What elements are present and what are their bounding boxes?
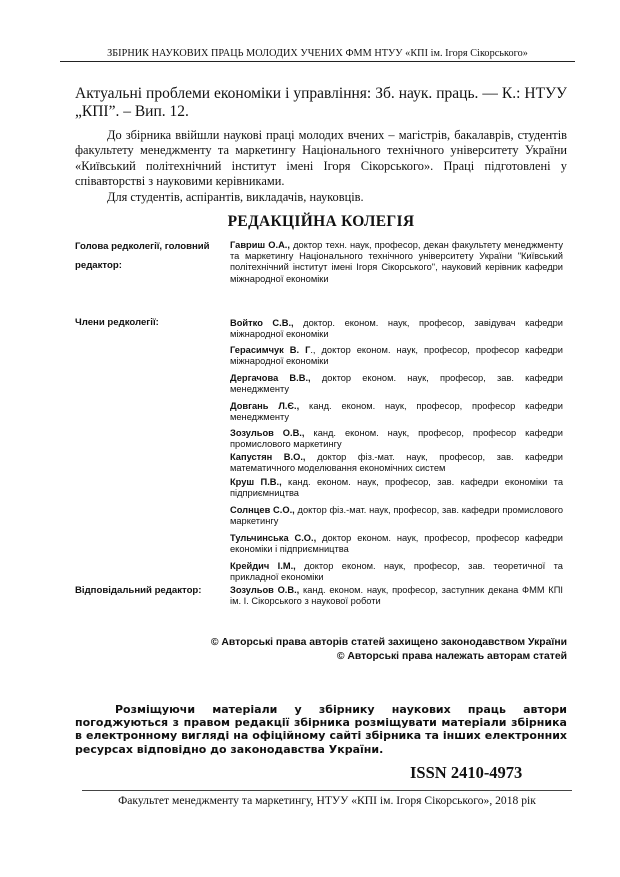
person-name: Войтко С.В., xyxy=(230,318,294,328)
person-name: Гавриш О.А., xyxy=(230,240,290,250)
person-name: Тульчинська С.О., xyxy=(230,533,317,543)
member-entry xyxy=(230,561,563,583)
person-details: доктор фіз.-мат. наук, професор, зав. кафедри промислового маркетингу xyxy=(230,505,563,527)
person-name: Капустян В.О., xyxy=(230,452,306,462)
person-details: доктор економ. наук, професор, зав. кафедри менеджменту xyxy=(230,373,563,395)
member-entry xyxy=(230,533,563,555)
member-entry xyxy=(230,452,563,474)
person-name: Крейдич І.М., xyxy=(230,561,296,571)
chief-editor-label xyxy=(75,237,225,275)
member-entry xyxy=(230,428,563,450)
running-header: ЗБІРНИК НАУКОВИХ ПРАЦЬ МОЛОДИХ УЧЕНИХ ФММ НТУУ «КПІ ім. Ігоря Сікорського» xyxy=(60,48,575,62)
board-title: РЕДАКЦІЙНА КОЛЕГІЯ xyxy=(227,213,415,230)
responsible-editor-entry xyxy=(230,585,563,607)
audience-paragraph: Для студентів, аспірантів, викладачів, науковців. xyxy=(107,189,364,204)
citation xyxy=(75,85,567,121)
member-entry xyxy=(230,373,563,395)
member-entry xyxy=(230,318,563,340)
member-entry xyxy=(230,505,563,527)
person-name: Герасимчук В. Г xyxy=(230,345,311,355)
footer-divider xyxy=(82,790,572,791)
person-name: Солнцев С.О., xyxy=(230,505,295,515)
person-details: доктор економ. наук, професор, професор кафедри економіки і підприємництва xyxy=(230,533,563,555)
person-details: доктор техн. наук, професор, декан факультету менеджменту та маркетингу Національного технічного університету України "Київський політехнічний інститут імені Ігоря Сікорського", науковий керівник кафедри міжнародної економіки xyxy=(230,240,563,284)
person-details: ., доктор економ. наук, професор, професор кафедри міжнародної економіки xyxy=(230,345,563,367)
citation-line-2: „КПІ”. – Вип. 12. xyxy=(75,103,189,120)
responsible-editor-label: Відповідальний редактор: xyxy=(75,585,202,596)
intro-paragraph: До збірника ввійшли наукові праці молодих вчених – магістрів, бакалаврів, студентів факультету менеджменту та маркетингу Національного технічного університету України «Київський політехнічний інститут імені Ігоря Сікорського». Праці підготовлені у співавторстві з науковими керівниками. xyxy=(75,128,567,189)
footer: Факультет менеджменту та маркетингу, НТУУ «КПІ ім. Ігоря Сікорського», 2018 рік xyxy=(118,794,536,807)
person-name: Зозульов О.В., xyxy=(230,585,300,595)
chief-label-line-2: редактор: xyxy=(75,260,122,271)
copyright-line-2: © Авторські права належать авторам статей xyxy=(336,651,567,662)
person-name: Зозульов О.В., xyxy=(230,428,305,438)
person-name: Довгань Л.Є., xyxy=(230,401,300,411)
person-details: канд. економ. наук, професор, зав. кафедри економіки та підприємництва xyxy=(230,477,563,499)
person-details: канд. економ. наук, професор, заступник декана ФММ КПІ ім. І. Сікорського з наукової роботи xyxy=(230,585,563,607)
person-name: Круш П.В., xyxy=(230,477,282,487)
member-entry xyxy=(230,401,563,423)
members-label: Члени редколегії: xyxy=(75,317,159,328)
chief-editor-entry xyxy=(230,240,563,285)
intro xyxy=(75,128,567,205)
person-details: доктор економ. наук, професор, зав. теоретичної та прикладної економіки xyxy=(230,561,563,583)
person-details: канд. економ. наук, професор, професор кафедри промислового маркетингу xyxy=(230,428,563,450)
person-name: Дергачова В.В., xyxy=(230,373,311,383)
copyright-line-1: © Авторські права авторів статей захищено законодавством України xyxy=(210,637,567,648)
citation-line-1: Актуальні проблеми економіки і управління: Зб. наук. праць. — К.: НТУУ xyxy=(75,85,567,102)
person-details: доктор фіз.-мат. наук, професор, зав. кафедри математичного моделювання економічних систем xyxy=(230,452,563,474)
person-details: доктор. економ. наук, професор, завідувач кафедри міжнародної економіки xyxy=(230,318,563,340)
person-details: канд. економ. наук, професор, професор кафедри менеджменту xyxy=(230,401,564,423)
notice-text: Розміщуючи матеріали у збірнику наукових праць автори погоджуються з правом редакції збірника розміщувати матеріали збірника в електронному вигляді на офіційному сайті збірника та інших електронних ресурсах відповідно до законодавства України. xyxy=(75,703,567,756)
publication-notice xyxy=(75,703,567,756)
member-entry xyxy=(230,477,563,499)
issn: ISSN 2410-4973 xyxy=(410,763,523,782)
member-entry xyxy=(230,345,563,367)
chief-label-line-1: Голова редколегії, головний xyxy=(75,241,210,252)
